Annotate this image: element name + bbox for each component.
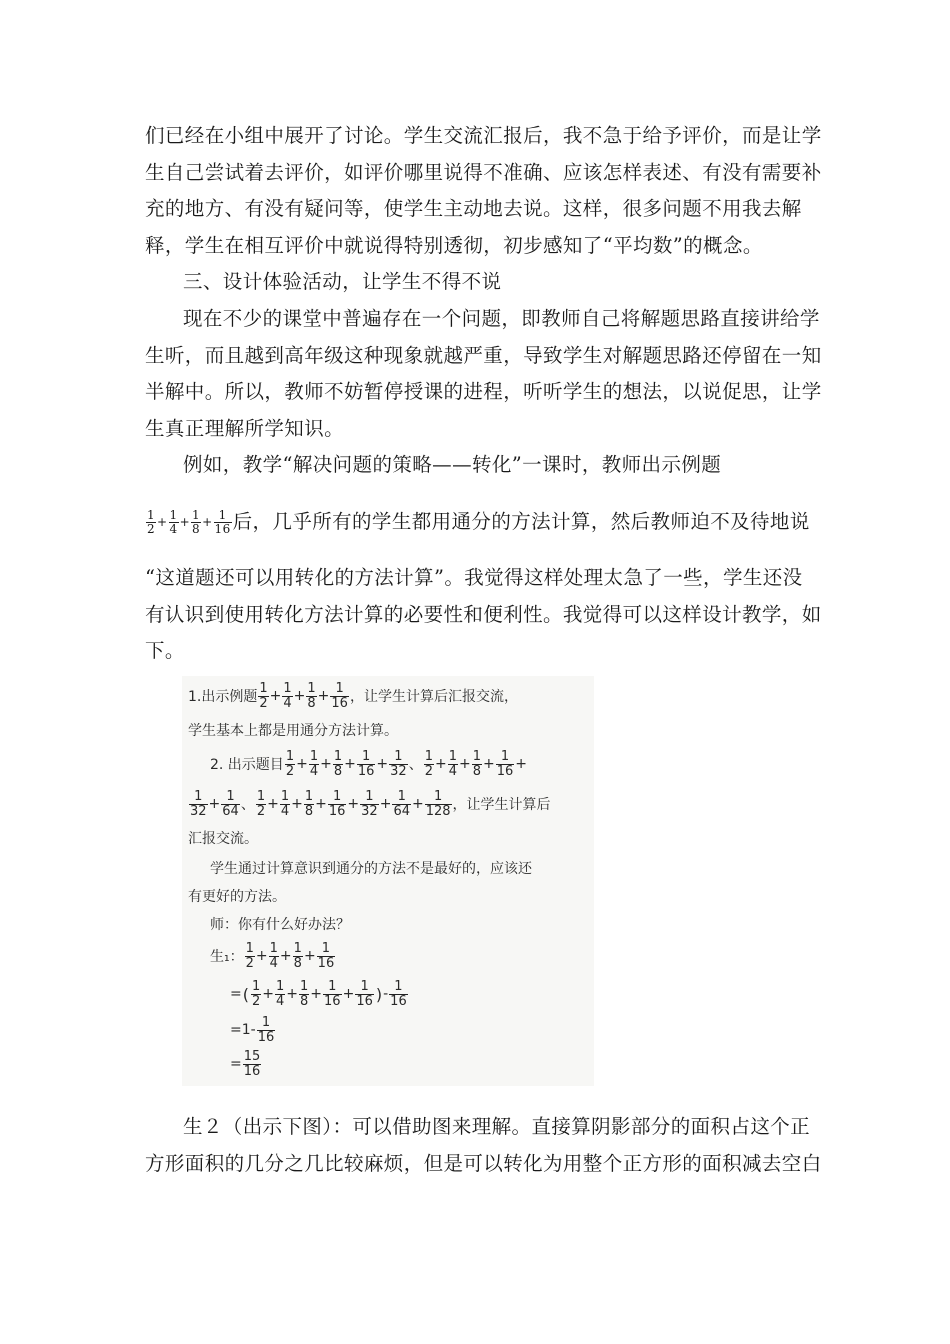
text-line: “这道题还可以用转化的方法计算”。我觉得这样处理太急了一些，学生还没	[145, 566, 803, 589]
paragraph-example	[145, 447, 805, 484]
heading-text: 三、设计体验活动，让学生不得不说	[183, 270, 502, 293]
text-line: 生真正理解所学知识。	[145, 416, 345, 440]
scan-line: 生₁： $\frac{1}{2}$ + $\frac{1}{4}$ + $\frac{1}{8}$ + $\frac{1}{16}$	[210, 940, 335, 971]
fraction: $\frac{1}{16}$	[214, 507, 231, 536]
text-line: 充的地方、有没有疑问等，使学生主动地去说。这样，很多问题不用我去解	[145, 197, 802, 220]
scan-line: 师：你有什么好办法？	[210, 917, 350, 933]
scan-line: 2. 出示题目 $\frac{1}{2}$ + $\frac{1}{4}$ + $\frac{1}{8}$ + $\frac{1}{16}$ + $\frac{1}{32}$ 、 $\frac{1}{2}$ + $\frac{1}{4}$ + $\frac{1}{8}$ + $\frac{1}{16}$ +	[210, 748, 528, 779]
paragraph-problem	[145, 301, 822, 447]
text-line: 半解中。所以，教师不妨暂停授课的进程，听听学生的想法，以说促思，让学	[145, 380, 822, 403]
fraction: $\frac{1}{2}$	[147, 507, 156, 536]
embedded-textbook-image	[182, 676, 594, 1086]
text-line: 有认识到使用转化方法计算的必要性和便利性。我觉得可以这样设计教学，如	[145, 602, 822, 626]
scan-line: $\frac{1}{32}$ + $\frac{1}{64}$ 、 $\frac{1}{2}$ + $\frac{1}{4}$ + $\frac{1}{8}$ + $\frac{1}{16}$ + $\frac{1}{32}$ + $\frac{1}{64}$ + $\frac{1}{128}$ ，让学生计算后	[190, 788, 551, 819]
scan-equation-line: = $\frac{15}{16}$	[230, 1048, 261, 1079]
scan-line: 学生通过计算意识到通分的方法不是最好的，应该还	[210, 861, 532, 877]
scan-line: 1.出示例题 $\frac{1}{2}$ + $\frac{1}{4}$ + $\frac{1}{8}$ + $\frac{1}{16}$ ，让学生计算后汇报交流，	[188, 680, 518, 711]
scan-line: 学生基本上都是用通分方法计算。	[188, 723, 398, 739]
fraction: $\frac{1}{8}$	[192, 507, 201, 536]
text-line: 后，几乎所有的学生都用通分的方法计算，然后教师迫不及待地说	[232, 510, 810, 533]
text-line: 例如，教学“解决问题的策略——转化”一课时，教师出示例题	[183, 453, 722, 476]
paragraph-example-expression-line	[145, 504, 810, 541]
paragraph-discussion	[145, 118, 822, 264]
text-line: 生２（出示下图）：可以借助图来理解。直接算阴影部分的面积占这个正	[183, 1115, 811, 1138]
text-line: 下。	[145, 639, 185, 662]
text-line: 释，学生在相互评价中就说得特别透彻，初步感知了“平均数”的概念。	[145, 233, 763, 257]
text-line: 生听，而且越到高年级这种现象就越严重，导致学生对解题思路还停留在一知	[145, 343, 822, 367]
text-line: 方形面积的几分之几比较麻烦，但是可以转化为用整个正方形的面积减去空白	[145, 1151, 822, 1175]
paragraph-student2	[145, 1109, 822, 1182]
section-heading	[145, 264, 805, 301]
scan-equation-line: = 1 - $\frac{1}{16}$	[230, 1014, 275, 1045]
paragraph-example-cont	[145, 560, 822, 670]
text-line: 们已经在小组中展开了讨论。学生交流汇报后，我不急于给予评价，而是让学	[145, 124, 822, 147]
scan-line: 有更好的方法。	[188, 889, 286, 905]
fraction-expression: $\frac{1}{2}$ + $\frac{1}{4}$ + $\frac{1}{8}$ + $\frac{1}{16}$	[147, 507, 231, 536]
scan-equation-line: = ( $\frac{1}{2}$ + $\frac{1}{4}$ + $\frac{1}{8}$ + $\frac{1}{16}$ + $\frac{1}{16}$ ) - $\frac{1}{16}$	[230, 978, 407, 1009]
fraction: $\frac{1}{4}$	[169, 507, 178, 536]
scan-line: 汇报交流。	[188, 831, 258, 847]
text-line: 现在不少的课堂中普遍存在一个问题，即教师自己将解题思路直接讲给学	[183, 307, 820, 330]
text-line: 生自己尝试着去评价，如评价哪里说得不准确、应该怎样表述、有没有需要补	[145, 160, 822, 184]
